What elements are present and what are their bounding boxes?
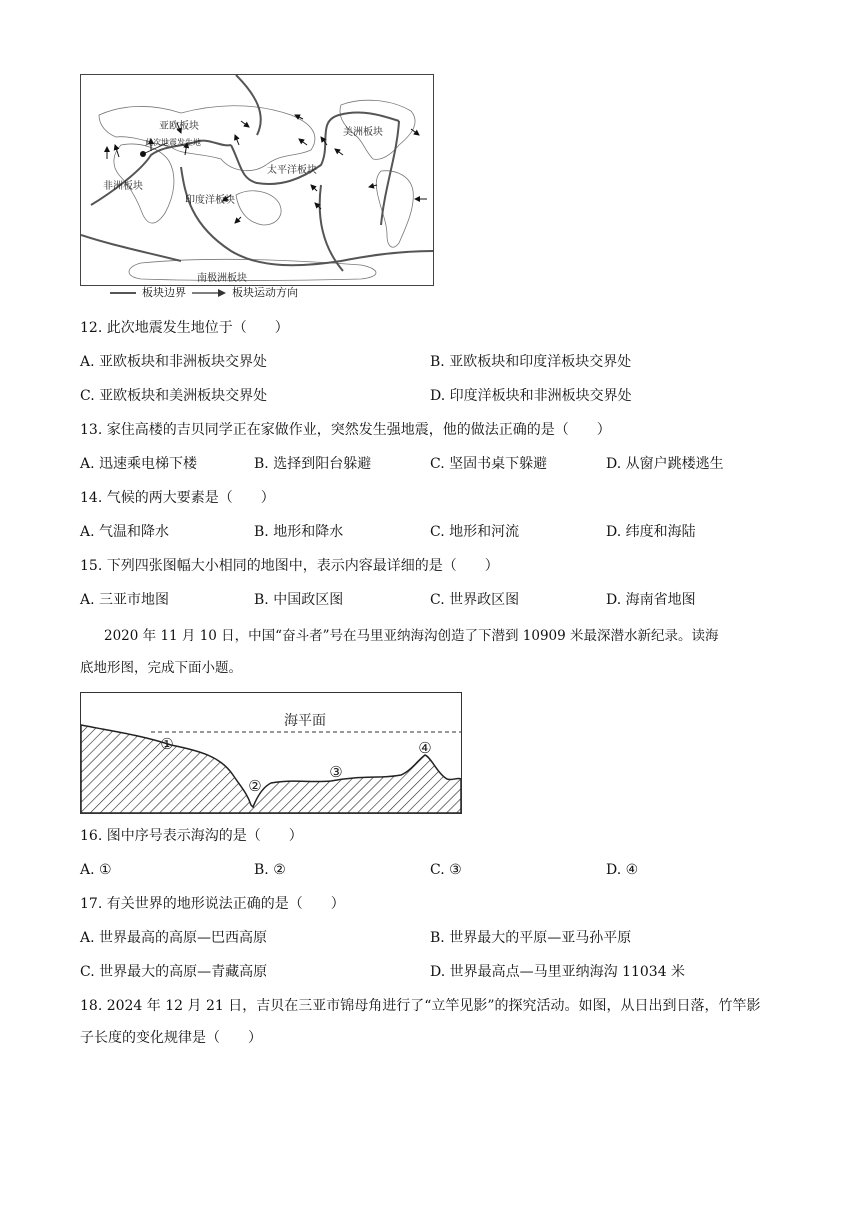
plate-map-drawing bbox=[81, 75, 433, 285]
q12-stem: 12. 此次地震发生地位于（ ） bbox=[80, 320, 289, 336]
marker-4: ④ bbox=[418, 739, 432, 757]
q15-option-a[interactable]: A. 三亚市地图 bbox=[80, 592, 170, 608]
label-eurasian: 亚欧板块 bbox=[159, 121, 199, 132]
q13-option-c[interactable]: C. 坚固书桌下躲避 bbox=[430, 456, 548, 472]
q17-stem: 17. 有关世界的地形说法正确的是（ ） bbox=[80, 896, 345, 912]
map-legend bbox=[110, 286, 298, 300]
q14-option-b[interactable]: B. 地形和降水 bbox=[254, 524, 344, 540]
q12-option-b[interactable]: B. 亚欧板块和印度洋板块交界处 bbox=[430, 354, 632, 370]
q16-option-b[interactable]: B. ② bbox=[254, 862, 286, 878]
label-indian: 印度洋板块 bbox=[185, 195, 235, 206]
passage-line-1: 2020 年 11 月 10 日，中国“奋斗者”号在马里亚纳海沟创造了下潜到 10909 米最深潜水新纪录。读海 bbox=[104, 628, 719, 644]
q18-stem-line-2: 子长度的变化规律是（ ） bbox=[80, 1030, 262, 1046]
q14-stem: 14. 气候的两大要素是（ ） bbox=[80, 490, 275, 506]
label-african: 非洲板块 bbox=[103, 181, 143, 192]
marker-3: ③ bbox=[329, 763, 343, 781]
q18-stem-line-1: 18. 2024 年 12 月 21 日，吉贝在三亚市锦母角进行了“立竿见影”的探究活动。如图，从日出到日落，竹竿影 bbox=[80, 998, 761, 1014]
q17-option-c[interactable]: C. 世界最大的高原—青藏高原 bbox=[80, 964, 268, 980]
q15-option-b[interactable]: B. 中国政区图 bbox=[254, 592, 344, 608]
q16-option-a[interactable]: A. ① bbox=[80, 862, 112, 878]
q17-option-b[interactable]: B. 世界最大的平原—亚马孙平原 bbox=[430, 930, 632, 946]
legend-boundary-label: 板块边界 bbox=[142, 286, 186, 299]
seafloor-profile bbox=[80, 692, 462, 814]
q16-stem: 16. 图中序号表示海沟的是（ ） bbox=[80, 828, 303, 844]
q13-option-d[interactable]: D. 从窗户跳楼逃生 bbox=[606, 456, 724, 472]
q14-option-d[interactable]: D. 纬度和海陆 bbox=[606, 524, 696, 540]
q13-stem: 13. 家住高楼的吉贝同学正在家做作业，突然发生强地震，他的做法正确的是（ ） bbox=[80, 422, 611, 438]
q17-option-d[interactable]: D. 世界最高点—马里亚纳海沟 11034 米 bbox=[430, 964, 686, 980]
plate-map bbox=[80, 74, 434, 286]
q15-stem: 15. 下列四张图幅大小相同的地图中，表示内容最详细的是（ ） bbox=[80, 558, 499, 574]
q15-option-d[interactable]: D. 海南省地图 bbox=[606, 592, 696, 608]
q17-option-a[interactable]: A. 世界最高的高原—巴西高原 bbox=[80, 930, 268, 946]
label-pacific: 太平洋板块 bbox=[267, 165, 317, 176]
q14-option-a[interactable]: A. 气温和降水 bbox=[80, 524, 170, 540]
q13-option-b[interactable]: B. 选择到阳台躲避 bbox=[254, 456, 372, 472]
q12-option-d[interactable]: D. 印度洋板块和非洲板块交界处 bbox=[430, 388, 632, 404]
q12-option-a[interactable]: A. 亚欧板块和非洲板块交界处 bbox=[80, 354, 268, 370]
q14-option-c[interactable]: C. 地形和河流 bbox=[430, 524, 520, 540]
seafloor-profile-drawing bbox=[81, 693, 461, 813]
marker-1: ① bbox=[160, 735, 174, 753]
q15-option-c[interactable]: C. 世界政区图 bbox=[430, 592, 520, 608]
legend-direction-label: 板块运动方向 bbox=[232, 286, 298, 299]
seafloor-terrain bbox=[81, 725, 461, 813]
label-american: 美洲板块 bbox=[343, 127, 383, 138]
q16-option-d[interactable]: D. ④ bbox=[606, 862, 639, 878]
passage-line-2: 底地形图，完成下面小题。 bbox=[80, 660, 242, 676]
boundary-line-swatch bbox=[110, 292, 136, 294]
q16-option-c[interactable]: C. ③ bbox=[430, 862, 462, 878]
label-quake: 此次地震发生地 bbox=[145, 138, 201, 147]
plate-boundaries bbox=[81, 75, 433, 271]
q13-option-a[interactable]: A. 迅速乘电梯下楼 bbox=[80, 456, 198, 472]
q12-option-c[interactable]: C. 亚欧板块和美洲板块交界处 bbox=[80, 388, 268, 404]
arrow-swatch bbox=[192, 289, 226, 297]
marker-2: ② bbox=[248, 777, 262, 795]
label-antarctic: 南极洲板块 bbox=[197, 273, 247, 284]
sea-level-label: 海平面 bbox=[284, 713, 326, 729]
